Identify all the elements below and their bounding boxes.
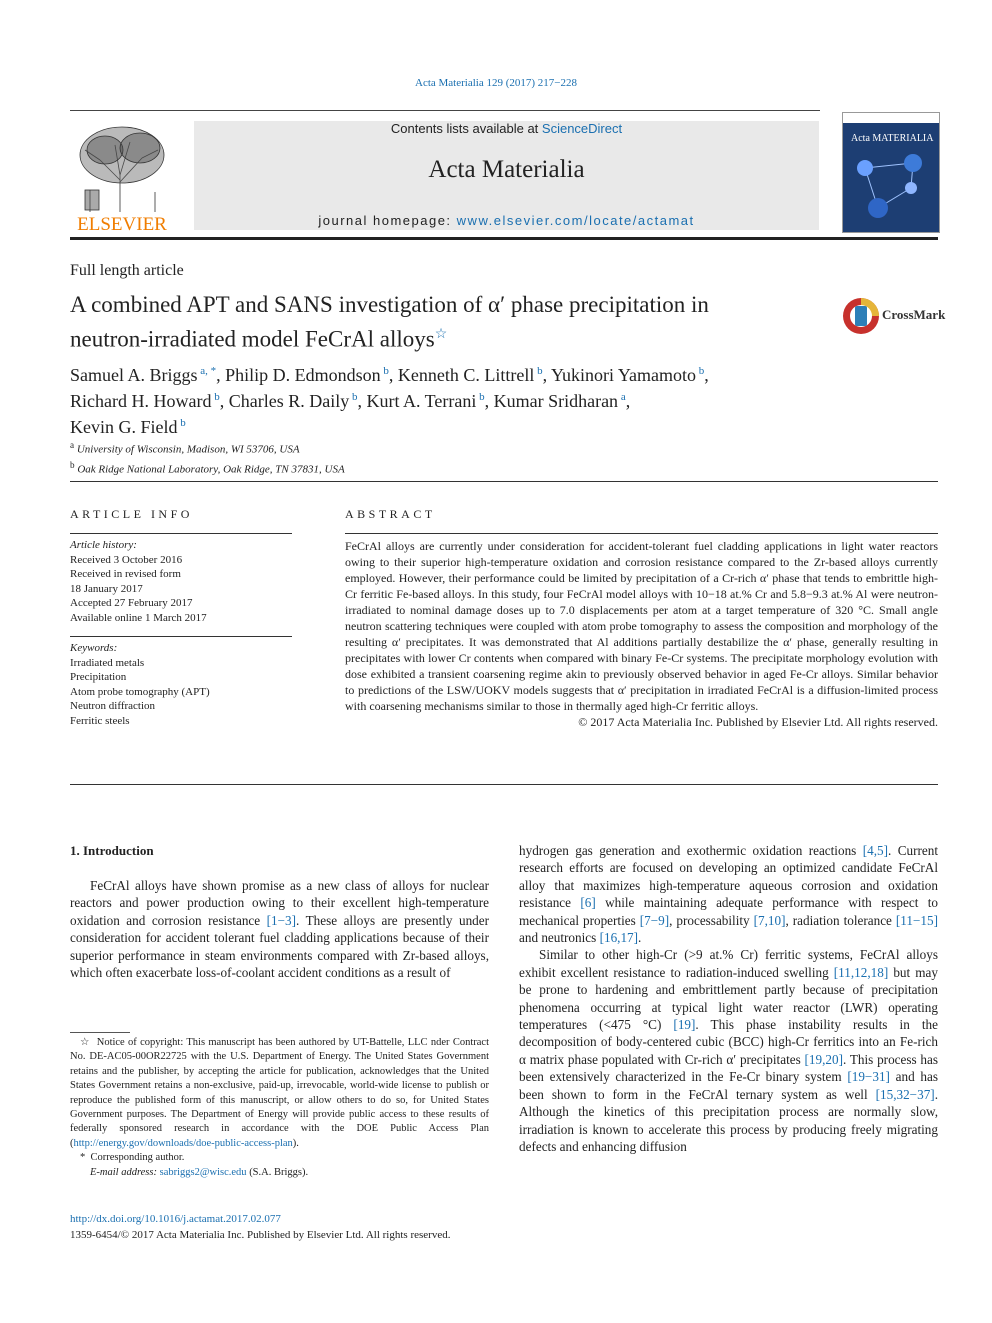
intro-right-paragraph-2 — [519, 946, 938, 1155]
corr-text: Corresponding author. — [90, 1152, 185, 1164]
author-name: Charles R. Daily — [228, 391, 350, 411]
author-separator: , — [542, 365, 551, 385]
author-line — [70, 360, 830, 386]
body-text: and neutronics — [519, 930, 600, 946]
body-text: , processability — [669, 912, 754, 928]
body-text: , radiation tolerance — [785, 912, 896, 928]
author-name: Kumar Sridharan — [493, 391, 619, 411]
body-text: but may be prone to hardening and embrittlement partly because of precipitation phenomena occurring at typical light water reactor (LWR) operating temperatures (<475 °C) — [519, 964, 938, 1033]
intro-left-paragraph — [70, 877, 489, 981]
citation-link[interactable]: [1−3] — [266, 912, 297, 928]
footnotes — [70, 1036, 489, 1180]
corr-mark: * — [80, 1152, 86, 1164]
keywords — [70, 641, 292, 728]
citation-link[interactable]: [6] — [580, 895, 596, 911]
author-separator: , — [388, 365, 398, 385]
history-item: Received 3 October 2016 — [70, 553, 183, 566]
article-info-rule — [70, 533, 292, 534]
section-heading-introduction: 1. Introduction — [70, 843, 154, 858]
citation-link[interactable]: [16,17] — [599, 930, 639, 946]
history-label: Article history: — [70, 539, 137, 551]
affiliation-a-mark: a — [70, 440, 75, 450]
body-text: . — [638, 930, 642, 946]
intro-right-column — [519, 842, 938, 1155]
author-affiliation-mark[interactable]: b — [177, 417, 186, 429]
notice-end: ). — [292, 1137, 299, 1149]
doi-link[interactable]: http://dx.doi.org/10.1016/j.actamat.2017.02.077 — [70, 1213, 281, 1225]
footnote-rule — [70, 1032, 130, 1033]
author-affiliation-mark[interactable]: b — [534, 365, 543, 377]
author-name: Kurt A. Terrani — [366, 391, 477, 411]
header-bottom-rule — [70, 237, 938, 240]
history-item: Available online 1 March 2017 — [70, 611, 207, 624]
intro-right-paragraph-1 — [519, 842, 938, 946]
affiliation-a — [70, 438, 345, 458]
journal-cover-thumbnail[interactable] — [842, 112, 940, 233]
body-text: . Current research efforts are focused on developing an optimized candidate FeCrAl alloy that maximizes high-temperature aqueous corrosion and oxidation resistance — [519, 843, 938, 911]
email-footnote — [70, 1166, 489, 1180]
affiliation-b-text: Oak Ridge National Laboratory, Oak Ridge, TN 37831, USA — [77, 463, 345, 476]
abstract-heading: ABSTRACT — [345, 507, 436, 521]
article-info-heading: ARTICLE INFO — [70, 507, 193, 521]
citation-link[interactable]: [19] — [673, 1017, 696, 1033]
abstract-rule — [345, 533, 938, 534]
journal-title: Acta Materialia — [428, 156, 585, 183]
keyword-item: Atom probe tomography (APT) — [70, 685, 210, 698]
history-item: Received in revised form — [70, 568, 181, 580]
elsevier-tree-icon — [70, 120, 174, 232]
article-type: Full length article — [70, 262, 184, 279]
cover-art-icon — [843, 113, 939, 232]
author-affiliation-mark[interactable]: a — [618, 391, 626, 403]
keywords-rule — [70, 636, 292, 637]
author-name: Richard H. Howard — [70, 391, 212, 411]
abstract — [345, 538, 938, 730]
contents-prefix: Contents lists available at — [390, 121, 542, 136]
title-line-1: A combined APT and SANS investigation of α′ phase precipitation in — [70, 292, 709, 317]
homepage-link[interactable]: www.elsevier.com/locate/actamat — [456, 213, 695, 228]
journal-homepage — [194, 213, 819, 228]
author-line — [70, 412, 830, 438]
notice-text: Notice of copyright: This manuscript has been authored by UT-Battelle, LLC nder Contract No. DE-AC05-00OR22725 with the U.S. Department of Energy. The United States Government retains and the publisher, by accepting the article for publication, acknowledges that the United States Government retains a non-exclusive, paid-up, irrevocable, world-wide license to publish or reproduce the published form of this manuscript, or allow others to do so, for United States Government purposes. The Department of Energy will provide public access to these results of federally sponsored research in accordance with the DOE Public Access Plan ( — [70, 1037, 490, 1149]
doe-access-plan-link[interactable]: http://energy.gov/downloads/doe-public-access-plan — [73, 1137, 293, 1149]
corresponding-author-footnote — [70, 1151, 489, 1165]
crossmark-icon — [841, 296, 881, 336]
contents-line — [194, 121, 819, 136]
sciencedirect-link[interactable]: ScienceDirect — [541, 121, 623, 136]
elsevier-logo[interactable] — [70, 120, 174, 232]
title-footnote-star[interactable]: ☆ — [434, 327, 448, 342]
copyright-notice-footnote — [70, 1036, 489, 1151]
homepage-prefix: journal homepage: — [318, 213, 457, 228]
affiliations — [70, 438, 345, 477]
title-line-2 — [70, 320, 830, 355]
abstract-copyright: © 2017 Acta Materialia Inc. Published by Elsevier Ltd. All rights reserved. — [578, 715, 938, 729]
svg-text:Acta MATERIALIA: Acta MATERIALIA — [851, 133, 934, 144]
crossmark-label: CrossMark — [882, 307, 946, 322]
affiliation-rule — [70, 481, 938, 482]
author-name: Kevin G. Field — [70, 417, 178, 437]
header-top-rule — [70, 110, 820, 111]
author-name: Samuel A. Briggs — [70, 365, 198, 385]
author-name: Yukinori Yamamoto — [550, 365, 696, 385]
body-text: while maintaining adequate performance with respect to mechanical properties — [519, 895, 938, 928]
history-item: Accepted 27 February 2017 — [70, 597, 193, 609]
article-history — [70, 538, 292, 625]
email-label: E-mail address: — [90, 1166, 157, 1178]
author-name: Kenneth C. Littrell — [397, 365, 535, 385]
citation-link[interactable]: [11−15] — [895, 912, 938, 928]
citation-link[interactable]: [11,12,18] — [833, 964, 889, 980]
author-line — [70, 386, 830, 412]
body-text: Similar to other high-Cr (>9 at.% Cr) ferritic systems, FeCrAl alloys exhibit excellent resistance to radiation-induced swelling — [519, 947, 938, 980]
citation-link[interactable]: [7−9] — [639, 912, 670, 928]
author-affiliation-mark[interactable]: b — [349, 391, 358, 403]
author-separator: , — [625, 391, 631, 411]
body-text: . Although the kinetics of this precipitation process are normally slow, irradiation is known to accelerate this process by producing freely migrating defects and enhancing diffusion — [519, 1086, 938, 1154]
keyword-item: Precipitation — [70, 671, 127, 683]
abstract-text: FeCrAl alloys are currently under consideration for accident-tolerant fuel cladding applications in light water reactors owing to their superior high-temperature oxidation and corrosion resistance compared to the Zr-based alloys currently employed. However, their performance could be limited by precipitation of a Cr-rich α′ phase that tends to embrittle high-Cr ferritic Fe-based alloys. In this study, four FeCrAl model alloys with 10−18 at.% Cr and 5.8−9.3 at.% Al were neutron-irradiated to nominal damage doses up to 7.0 displacements per atom at a target temperature of 320 °C. Small angle neutron scattering techniques were coupled with atom probe tomography to assess the composition and morphology of the resulting α′ precipitates. It was demonstrated that Al additions partially destabilize the α′ phase, generally resulting in precipitates with lower Cr contents when compared with binary Fe-Cr systems. The precipitate morphology evolution with dose exhibited a transient coarsening regime akin to previously observed behavior in aged Fe-Cr alloys. Similar behavior to predictions of the LSW/UOKV models suggests that α′ precipitation in irradiated FeCrAl is a diffusion-limited process with coarsening mechanisms similar to those in thermally aged high-Cr ferritic alloys. — [345, 539, 938, 713]
author-separator: , — [219, 391, 229, 411]
author-separator: , — [216, 365, 226, 385]
affiliation-b-mark: b — [70, 459, 75, 470]
author-separator: , — [357, 391, 367, 411]
notice-star-mark: ☆ — [80, 1037, 91, 1048]
author-affiliation-mark[interactable]: b — [696, 365, 705, 377]
article-title — [70, 290, 830, 355]
author-email-link[interactable]: sabriggs2@wisc.edu — [159, 1166, 247, 1178]
svg-text:ELSEVIER: ELSEVIER — [77, 214, 167, 232]
citation-link[interactable]: [19,20] — [804, 1051, 843, 1067]
affiliation-a-text: University of Wisconsin, Madison, WI 53706, USA — [76, 443, 300, 456]
author-separator: , — [704, 365, 709, 385]
author-affiliation-mark[interactable]: b — [211, 391, 220, 403]
author-list — [70, 360, 830, 438]
author-affiliation-mark[interactable]: a, * — [197, 365, 217, 377]
body-text: and has been shown to form in the FeCrAl ternary system as well — [519, 1069, 938, 1102]
body-text: FeCrAl alloys have shown promise as a new class of alloys for nuclear reactors and power production owing to their excellent high-temperature oxidation and corrosion resistance — [70, 878, 489, 928]
abstract-bottom-rule — [70, 784, 938, 785]
body-text: . This process has been extensively characterized in the Fe-Cr binary system — [519, 1051, 939, 1085]
citation-link[interactable]: [15,32−37] — [875, 1086, 935, 1102]
citation-link[interactable]: [7,10] — [753, 912, 786, 928]
citation-link[interactable]: [19−31] — [847, 1069, 890, 1085]
author-separator: , — [484, 391, 494, 411]
history-item: 18 January 2017 — [70, 582, 143, 595]
author-name: Philip D. Edmondson — [225, 365, 381, 385]
affiliation-b — [70, 458, 345, 478]
journal-reference[interactable]: Acta Materialia 129 (2017) 217−228 — [415, 77, 577, 89]
page-footer — [70, 1211, 450, 1243]
citation-link[interactable]: [4,5] — [862, 843, 888, 858]
crossmark-badge[interactable] — [841, 296, 946, 336]
issn-copyright: 1359-6454/© 2017 Acta Materialia Inc. Published by Elsevier Ltd. All rights reserved. — [70, 1229, 451, 1241]
author-affiliation-mark[interactable]: b — [476, 391, 485, 403]
body-text: hydrogen gas generation and exothermic oxidation reactions — [519, 843, 863, 858]
body-text: . These alloys are presently under consideration for accident tolerant fuel cladding applications because of their superior performance in steam environments compared with Zr-based alloys, which often exacerbate loss-of-coolant accident conditions as a result of — [70, 912, 490, 981]
body-text: . This phase instability results in the decomposition of body-centered cubic (BCC) high-Cr ferritics into an Fe-rich α matrix phase populated with Cr-rich α′ precipitates — [519, 1017, 938, 1067]
keyword-item: Irradiated metals — [70, 656, 145, 669]
keyword-item: Ferritic steels — [70, 714, 130, 727]
keywords-label: Keywords: — [70, 642, 118, 654]
title-line-2-text: neutron-irradiated model FeCrAl alloys — [70, 326, 435, 352]
email-owner: (S.A. Briggs). — [249, 1166, 309, 1178]
author-affiliation-mark[interactable]: b — [380, 365, 389, 377]
keyword-item: Neutron diffraction — [70, 700, 156, 712]
